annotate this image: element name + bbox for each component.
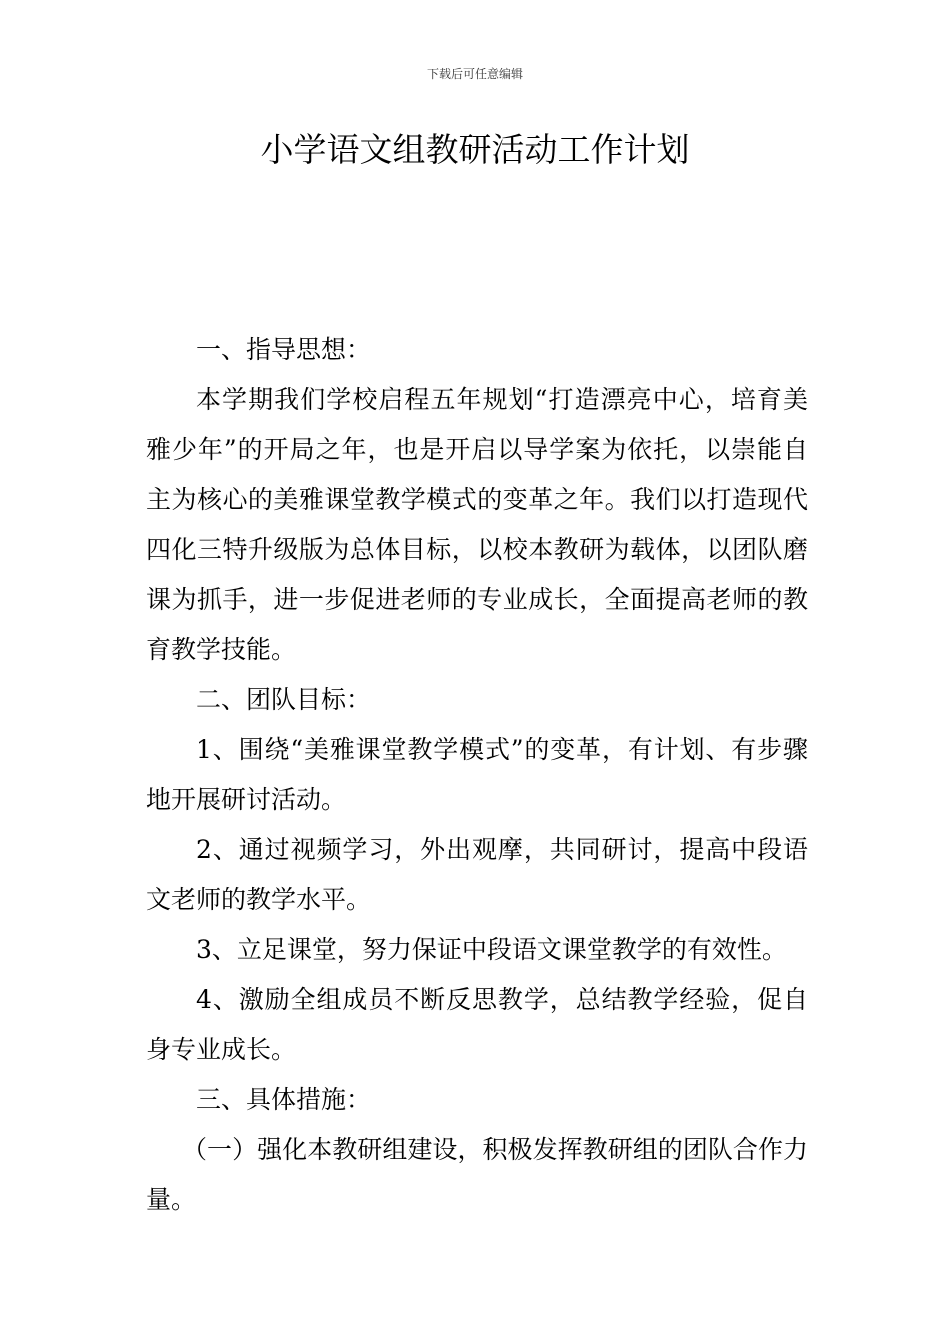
document-body (146, 325, 808, 1225)
section-heading-team-goals: 二、团队目标： (196, 685, 372, 714)
goal-item-3: 3、立足课堂，努力保证中段语文课堂教学的有效性。 (196, 935, 787, 964)
section-heading-guiding-ideology: 一、指导思想： (196, 335, 372, 364)
goal-item-2: 2、通过视频学习，外出观摩，共同研讨，提高中段语文老师的教学水平。 (146, 835, 808, 914)
header-note: 下载后可任意编辑 (426, 67, 523, 81)
measure-item-1: （一）强化本教研组建设，积极发挥教研组的团队合作力量。 (146, 1135, 808, 1214)
section-heading-measures: 三、具体措施： (196, 1085, 372, 1114)
paragraph-guiding-ideology: 本学期我们学校启程五年规划“打造漂亮中心，培育美雅少年”的开局之年，也是开启以导学案为依托，以崇能自主为核心的美雅课堂教学模式的变革之年。我们以打造现代四化三特升级版为总体目标，以校本教研为载体，以团队磨课为抓手，进一步促进老师的专业成长，全面提高老师的教育教学技能。 (146, 385, 808, 664)
goal-item-1: 1、围绕“美雅课堂教学模式”的变革，有计划、有步骤地开展研讨活动。 (146, 735, 808, 814)
document-title: 小学语文组教研活动工作计划 (260, 130, 690, 169)
goal-item-4: 4、激励全组成员不断反思教学，总结教学经验，促自身专业成长。 (146, 985, 808, 1064)
